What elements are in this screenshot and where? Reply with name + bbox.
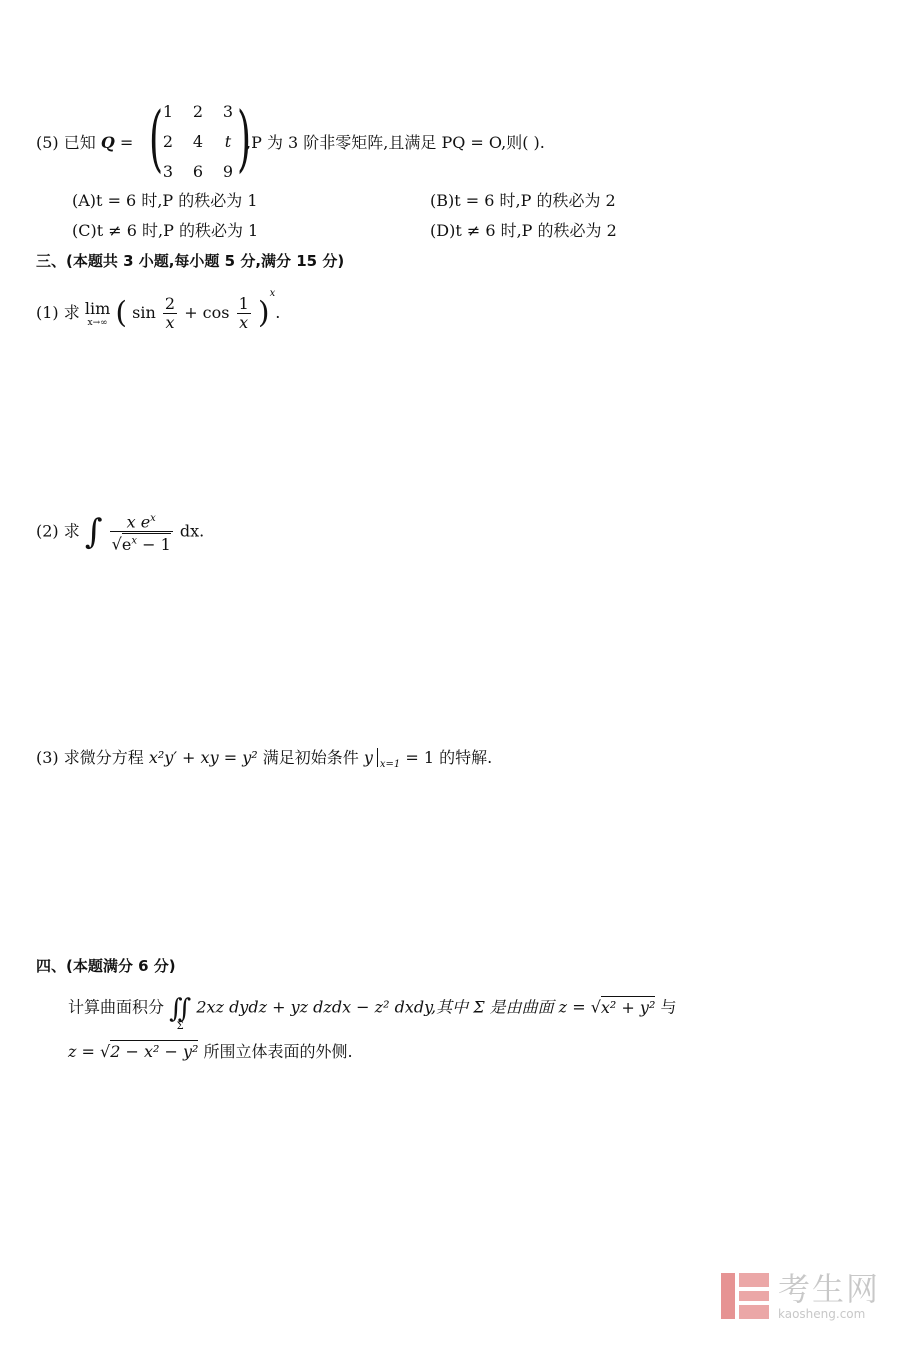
numerator-exponent: x	[150, 513, 156, 524]
right-paren: )	[237, 96, 252, 180]
line1-suffix: 与	[660, 997, 677, 1017]
line1-integrand: 2xz dydz + yz dzdx − z² dxdy,其中 Σ 是由曲面 z =	[196, 997, 586, 1017]
option-key: (C)	[72, 221, 97, 240]
condition-label: 满足初始条件	[262, 748, 359, 767]
plus-cos-text: + cos	[184, 303, 230, 322]
evaluation-bar	[377, 748, 401, 771]
lim-subscript: x→∞	[87, 317, 108, 328]
watermark-en: kaosheng.com	[777, 1307, 866, 1321]
matrix-cell: 6	[192, 162, 204, 181]
numerator: 2	[164, 294, 176, 313]
fraction-2-over-x	[163, 295, 177, 332]
problem-4-line-2	[68, 1042, 353, 1062]
option-key: (A)	[72, 191, 97, 210]
matrix-cell: 3	[222, 102, 234, 121]
lim-text: lim	[84, 298, 111, 318]
sqrt-1-content: x² + y²	[600, 997, 656, 1017]
matrix-cell: 4	[192, 132, 204, 151]
period: .	[275, 303, 281, 322]
sqrt-2-content: 2 − x² − y²	[110, 1042, 199, 1061]
denominator: x	[239, 313, 249, 332]
matrix-q-symbol: Q	[100, 133, 115, 152]
problem-4-line-1	[68, 990, 677, 1032]
sigma-subscript: Σ	[176, 1021, 184, 1032]
den-base: e	[121, 534, 132, 554]
option-d	[430, 221, 617, 241]
q5-question-text: ,P 为 3 阶非零矩阵,且满足 PQ = O,则( ).	[246, 133, 545, 152]
big-left-paren: (	[115, 295, 128, 331]
numerator	[110, 510, 173, 532]
section-3-title: 三、(本题共 3 小题,每小题 5 分,满分 15 分)	[36, 252, 345, 270]
option-b	[430, 191, 616, 211]
den-rest: − 1	[136, 534, 171, 554]
sqrt-1: √x² + y²	[590, 997, 656, 1017]
section-4-title: 四、(本题满分 6 分)	[36, 957, 176, 975]
option-key: (B)	[430, 191, 455, 210]
option-text: t ≠ 6 时,P 的秩必为 1	[96, 221, 259, 240]
q5-label-text: (5) 已知	[36, 133, 96, 152]
problem-label: (1) 求	[36, 303, 80, 322]
integral-sign: ∫	[84, 511, 103, 552]
condition-y: y	[363, 748, 373, 767]
problem-3-2	[36, 510, 204, 554]
condition-rest: = 1 的特解.	[405, 748, 493, 767]
line1-prefix: 计算曲面积分	[68, 997, 165, 1017]
big-right-paren: )	[257, 295, 270, 331]
numerator-text: x e	[126, 512, 151, 532]
kaosheng-logo-icon	[719, 1269, 773, 1323]
problem-3-1	[36, 284, 280, 332]
den-exponent: x	[131, 535, 137, 547]
line2-prefix: z =	[68, 1042, 95, 1061]
matrix-q	[149, 96, 252, 184]
q5-label	[36, 133, 133, 153]
double-integral-sign: ∬	[169, 994, 192, 1024]
exponent: x	[269, 288, 276, 299]
sqrt-2: √2 − x² − y²	[100, 1042, 199, 1061]
problem-label: (2) 求	[36, 521, 80, 541]
numerator: 1	[238, 294, 249, 313]
option-key: (D)	[430, 221, 456, 240]
matrix-cell: 1	[162, 102, 174, 121]
problem-label: (3) 求微分方程	[36, 748, 144, 767]
sqrt-content	[122, 533, 171, 554]
surface-integral	[169, 996, 191, 1032]
watermark-cn: 考生网	[777, 1270, 880, 1308]
option-text: t ≠ 6 时,P 的秩必为 2	[455, 221, 617, 240]
watermark	[719, 1269, 880, 1323]
option-text: t = 6 时,P 的秩必为 1	[96, 191, 258, 210]
differential: dx.	[179, 521, 205, 541]
integrand-fraction	[110, 510, 173, 554]
limit-operator	[85, 300, 110, 328]
denominator: x	[165, 313, 175, 332]
fraction-1-over-x	[237, 295, 251, 332]
problem-3-3	[36, 748, 492, 775]
option-a	[72, 191, 258, 211]
sin-text: sin	[132, 303, 156, 322]
matrix-cell: 2	[192, 102, 204, 121]
line2-suffix: 所围立体表面的外侧.	[203, 1042, 353, 1061]
option-text: t = 6 时,P 的秩必为 2	[454, 191, 616, 210]
watermark-text	[778, 1271, 880, 1321]
equals-sign: =	[119, 133, 134, 152]
option-c	[72, 221, 258, 241]
matrix-cell: 3	[162, 162, 174, 181]
matrix-cell: 2	[162, 132, 174, 151]
matrix-cell: 9	[222, 162, 234, 181]
condition-subscript: x=1	[379, 759, 401, 771]
denominator: $√e^x - 1$	[111, 534, 171, 554]
left-paren: (	[149, 96, 164, 180]
differential-equation: x²y′ + xy = y²	[148, 748, 258, 767]
matrix-cell: t	[224, 132, 232, 151]
